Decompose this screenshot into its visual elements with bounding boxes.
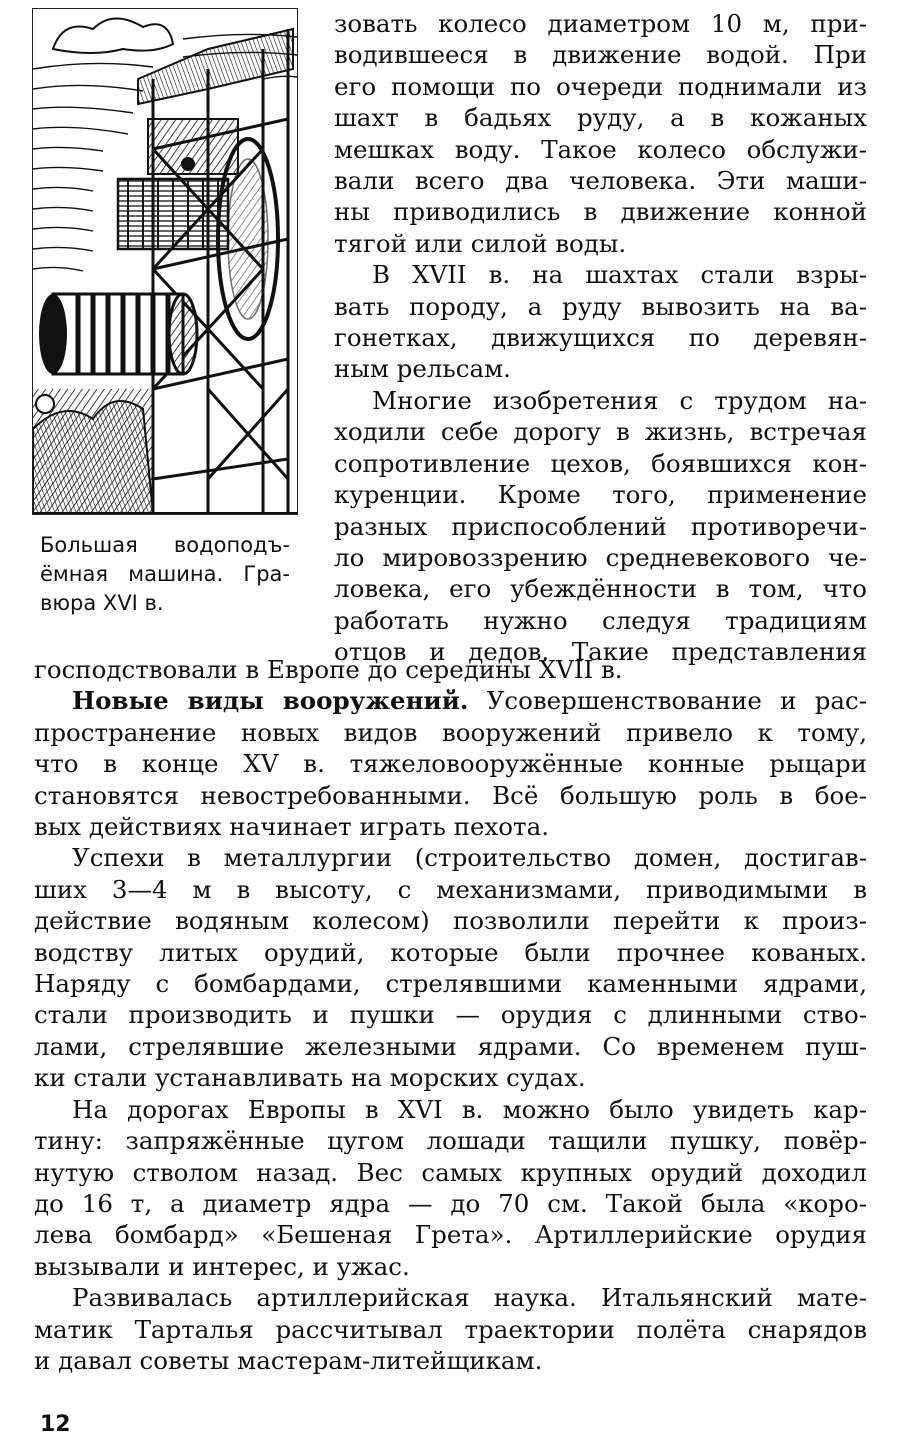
text-line-content: нутую стволом назад. Вес самых крупных орудий доходил (34, 1157, 867, 1187)
text-line (334, 259, 867, 290)
text-line-content: ным рельсам. (334, 354, 511, 384)
figure-caption (40, 531, 290, 618)
text-line-content: тягой или силой воды. (334, 228, 627, 258)
text-line (34, 748, 867, 779)
text-line (34, 905, 867, 936)
text-line-content: лева бомбард» «Бешеная Грета». Артиллерийские орудия (34, 1220, 867, 1250)
text-line (34, 1188, 867, 1219)
text-line-content: водству литых орудий, которые были прочнее кованых. (34, 937, 867, 967)
text-line-content: шахт в бадьях руду, а в кожаных (334, 103, 867, 133)
text-line-content: сопротивление цехов, боявшихся кон- (334, 448, 867, 478)
text-line (334, 479, 867, 510)
text-line-content: гонетках, движущихся по деревян- (334, 323, 867, 353)
text-line-content: Успехи в металлургии (строительство домен, достигав- (72, 843, 867, 873)
text-line-content: Многие изобретения с трудом на- (372, 385, 867, 415)
text-line-content: Наряду с бомбардами, стрелявшими каменными ядрами, (34, 969, 867, 999)
text-line (34, 874, 867, 905)
text-line (34, 1157, 867, 1188)
text-line-content: зовать колесо диаметром 10 м, при- (334, 9, 867, 38)
text-line-content: мешках воду. Такое колесо обслужи- (334, 134, 867, 164)
text-line (334, 448, 867, 479)
text-line (34, 1031, 867, 1062)
text-line-content: вых действиях начинает играть пехота. (34, 812, 549, 842)
text-line (334, 416, 867, 447)
text-line-content: На дорогах Европы в XVI в. можно было увидеть кар- (72, 1094, 867, 1124)
text-line-content: вать породу, а руду вывозить на ва- (334, 291, 867, 321)
text-line-content: В XVII в. на шахтах стали взры- (372, 260, 867, 290)
text-line-content: ших 3—4 м в высоту, с механизмами, приводимыми в (34, 874, 867, 904)
text-line (34, 1094, 867, 1125)
text-line (34, 842, 867, 873)
full-width-text (34, 654, 867, 1376)
text-line-content: пространение новых видов вооружений привело к тому, (34, 717, 867, 747)
text-line (334, 228, 867, 259)
text-line-content: тину: запряжённые цугом лошади тащили пушку, повёр- (34, 1126, 867, 1156)
text-line-content: до 16 т, а диаметр ядра — до 70 см. Такой была «коро- (34, 1188, 867, 1218)
text-line-content: ны приводились в движение конной (334, 197, 867, 227)
text-line (334, 71, 867, 102)
text-line (334, 134, 867, 165)
text-line (34, 1345, 867, 1376)
caption-line: вюра XVI в. (40, 591, 164, 615)
text-line-content: ки стали устанавливать на морских судах. (34, 1063, 586, 1093)
text-line-content: его помощи по очереди поднимали из (334, 71, 867, 101)
text-line (334, 542, 867, 573)
text-line (34, 968, 867, 999)
text-line (334, 8, 867, 39)
text-line (334, 322, 867, 353)
text-line-content: ловека, его убеждённости в том, что (334, 574, 867, 604)
text-line (34, 685, 867, 716)
text-line-content: Развивалась артиллерийская наука. Итальянский мате- (72, 1283, 867, 1313)
text-line (34, 1062, 867, 1093)
right-column-text (334, 8, 867, 668)
text-line (334, 165, 867, 196)
text-line (334, 385, 867, 416)
engraving-illustration (32, 8, 298, 515)
text-line (334, 353, 867, 384)
text-line-content: ходили себе дорогу в жизнь, встречая (334, 417, 867, 447)
text-line (34, 1125, 867, 1156)
text-line-content: работать нужно следуя традициям (334, 605, 867, 635)
text-line (334, 196, 867, 227)
text-line-content: ло мировоззрению средневекового че- (334, 542, 867, 572)
page-number: 12 (40, 1412, 71, 1437)
text-line (34, 654, 867, 685)
text-line-content: вызывали и интерес, и ужас. (34, 1251, 410, 1281)
text-line (34, 1251, 867, 1282)
text-line-content: становятся невостребованными. Всё большую роль в бое- (34, 780, 867, 810)
text-line (34, 811, 867, 842)
text-line (334, 291, 867, 322)
text-line (34, 1314, 867, 1345)
text-line-content: вали всего два человека. Эти маши- (334, 166, 867, 196)
text-line-content: что в конце XV в. тяжеловооружённые конные рыцари (34, 749, 867, 779)
text-line-content: куренции. Кроме того, применение (334, 480, 867, 510)
text-line (334, 511, 867, 542)
text-line (34, 717, 867, 748)
text-line-content: матик Тарталья рассчитывал траектории полёта снарядов (34, 1314, 867, 1344)
text-line (34, 937, 867, 968)
text-line-content: и давал советы мастерам-литейщикам. (34, 1345, 543, 1375)
text-line (334, 573, 867, 604)
text-line-content: стали производить и пушки — орудия с длинными ство- (34, 1000, 867, 1030)
text-line (34, 1282, 867, 1313)
text-line-content: Усовершенствование и рас- (468, 686, 867, 716)
text-line-content: разных приспособлений противоречи- (334, 511, 867, 541)
text-line (34, 999, 867, 1030)
text-line (334, 102, 867, 133)
text-line-content: лами, стрелявшие железными ядрами. Со временем пуш- (34, 1031, 867, 1061)
caption-line: Большая водоподъ- (40, 533, 290, 557)
text-line (334, 605, 867, 636)
text-line-content: действие водяным колесом) позволили перейти к произ- (34, 906, 867, 936)
text-line (334, 39, 867, 70)
section-heading: Новые виды вооружений. (72, 686, 469, 716)
text-line (34, 1219, 867, 1250)
text-line-content: водившееся в движение водой. При (334, 40, 867, 70)
caption-line: ёмная машина. Гра- (40, 562, 290, 586)
text-line (34, 780, 867, 811)
text-line-content: отцов и дедов. Такие представления (334, 637, 867, 667)
text-line-content: господствовали в Европе до середины XVII в. (34, 655, 623, 684)
